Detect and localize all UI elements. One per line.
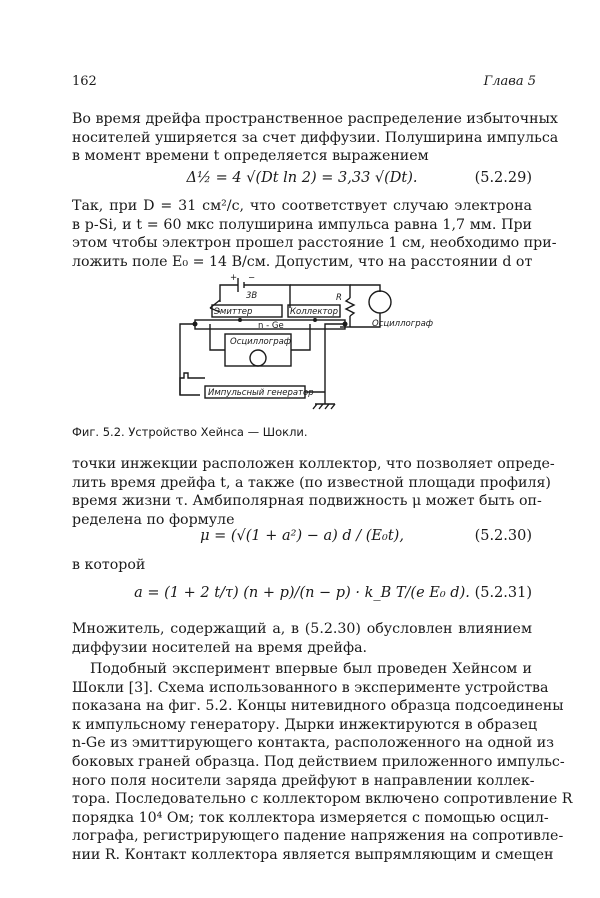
text-line: ного поля носители заряда дрейфуют в направлении коллек-: [72, 772, 535, 789]
text-line: порядка 10⁴ Ом; ток коллектора измеряется с помощью осцил-: [72, 809, 549, 826]
page-header: [72, 74, 536, 92]
equation-number: (5.2.31): [474, 585, 532, 601]
figure-caption: Фиг. 5.2. Устройство Хейнса — Шокли.: [72, 425, 308, 439]
text-line: в которой: [72, 557, 146, 573]
equation-formula: μ = (√(1 + a²) − a) d / (E₀t),: [200, 528, 404, 544]
text-line: нии R. Контакт коллектора является выпрямляющим и смещен: [72, 846, 554, 863]
text-line: Так, при D = 31 см²/с, что соответствует случаю электрона: [72, 198, 532, 214]
emitter-label: Эмиттер: [214, 307, 253, 317]
text-line: Множитель, содержащий a, в (5.2.30) обусловлен влиянием: [72, 621, 532, 637]
battery-label: 3B: [246, 291, 258, 301]
text-line: Подобный эксперимент впервые был проведен Хейнсом и: [90, 661, 532, 677]
text-line: n-Ge из эмиттирующего контакта, расположенного на одной из: [72, 735, 554, 752]
text-line: к импульсному генератору. Дырки инжектируются в образец: [72, 716, 537, 733]
paragraph-4: [72, 620, 532, 657]
equation-5-2-31: [72, 585, 532, 607]
equation-number: (5.2.30): [474, 528, 532, 544]
paragraph-2: [72, 197, 557, 271]
in-which-line: [72, 556, 532, 575]
text-line: ложить поле E₀ = 14 В/см. Допустим, что на расстоянии d от: [72, 253, 533, 270]
equation-5-2-30: [72, 528, 532, 550]
text-line: диффузии носителей на время дрейфа.: [72, 639, 368, 656]
minus-label: −: [248, 273, 256, 283]
equation-formula: a = (1 + 2 t/τ) (n + p)/(n − p) · k_B T/(e E₀ d).: [134, 585, 470, 601]
resistor-label: R: [336, 293, 342, 303]
chapter-title: Глава 5: [483, 74, 536, 89]
page-number: 162: [72, 74, 97, 89]
text-line: точки инжекции расположен коллектор, что позволяет опреде-: [72, 456, 555, 472]
paragraph-5: [72, 660, 573, 865]
text-line: Во время дрейфа пространственное распределение избыточных: [72, 111, 558, 127]
text-line: Шокли [3]. Схема использованного в эксперименте устройства: [72, 679, 549, 696]
pulse-generator-label: Импульсный генератор: [208, 388, 314, 398]
text-line: тора. Последовательно с коллектором включено сопротивление R: [72, 791, 573, 808]
text-line: время жизни τ. Амбиполярная подвижность μ может быть оп-: [72, 493, 542, 510]
paragraph-3: [72, 455, 555, 529]
haynes-shockley-diagram: [150, 270, 440, 420]
equation-number: (5.2.29): [474, 170, 532, 186]
text-line: показана на фиг. 5.2. Концы нитевидного образца подсоединены: [72, 698, 564, 715]
text-line: лить время дрейфа t, а также (по известной площади профиля): [72, 474, 551, 491]
text-line: носителей уширяется за счет диффузии. Полуширина импульса: [72, 129, 559, 146]
text-line: ределена по формуле: [72, 511, 235, 528]
text-line: в p-Si, и t = 60 мкс полуширина импульса равна 1,7 мм. При: [72, 216, 532, 233]
text-line: этом чтобы электрон прошел расстояние 1 см, необходимо при-: [72, 235, 557, 252]
text-line: в момент времени t определяется выражением: [72, 148, 429, 165]
equation-5-2-29: [72, 170, 532, 192]
equation-formula: Δ½ = 4 √(Dt ln 2) = 3,33 √(Dt).: [186, 170, 418, 186]
oscillograph-top-label: Осциллограф: [372, 319, 434, 329]
oscillograph-mid-label: Осциллограф: [230, 337, 292, 347]
text-line: боковых граней образца. Под действием приложенного импульс-: [72, 753, 565, 770]
sample-label: n - Ge: [258, 321, 284, 331]
collector-label: Коллектор: [290, 307, 339, 317]
plus-label: +: [230, 273, 238, 283]
paragraph-1: [72, 110, 559, 166]
text-line: лографа, регистрирующего падение напряжения на сопротивле-: [72, 828, 564, 845]
